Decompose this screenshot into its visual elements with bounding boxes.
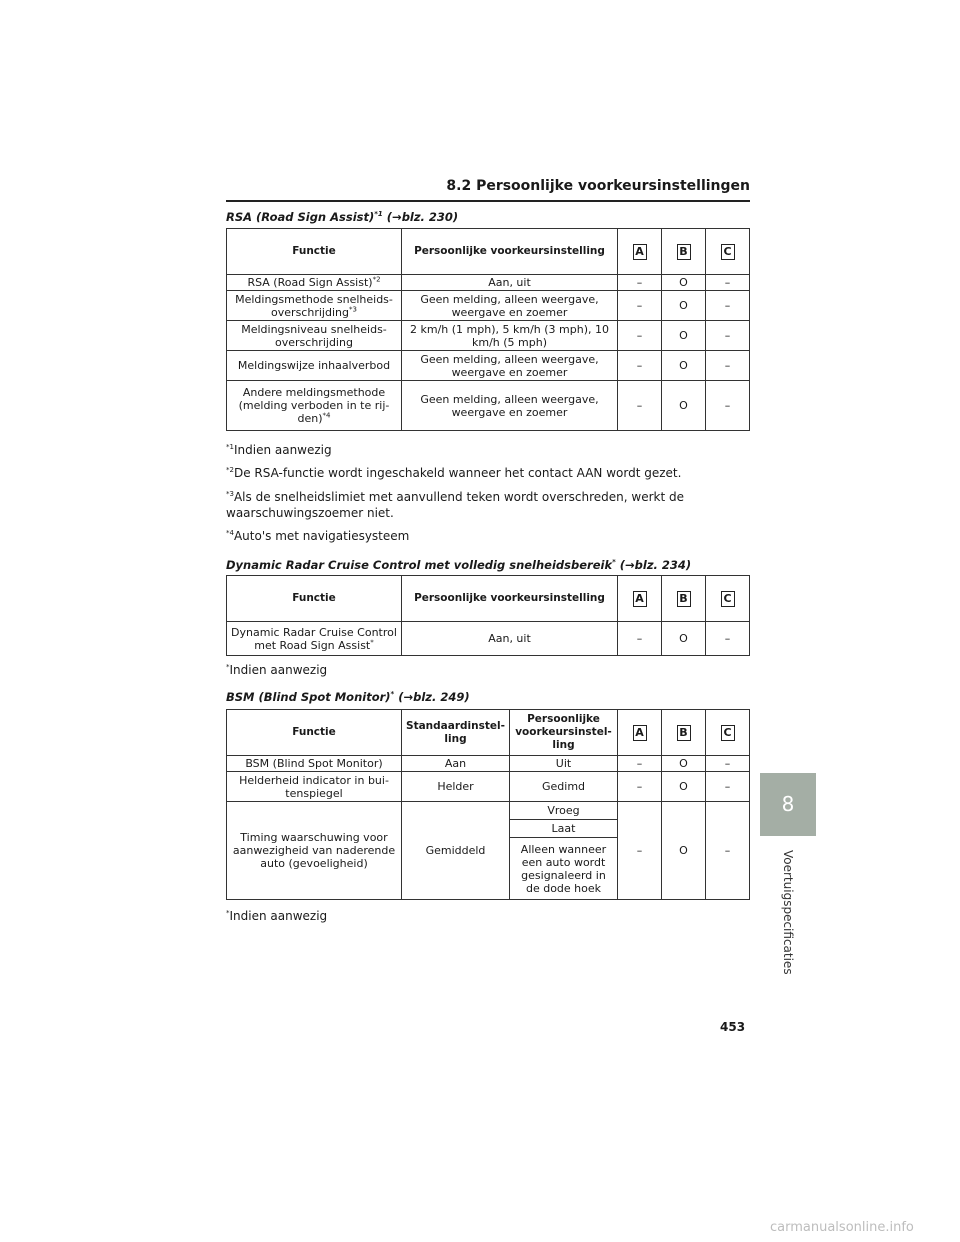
table-header-row: Functie Standaardinstel-ling Persoonlijke voorkeursinstel-ling A B C — [227, 710, 750, 756]
chapter-label: Voertuigspecificaties — [781, 850, 795, 975]
rsa-title: RSA (Road Sign Assist)$^{*1}$ (→blz. 230) — [226, 210, 459, 224]
table-row: RSA (Road Sign Assist)$^{*2}$ Aan, uit – O – — [227, 275, 750, 291]
drcc-table — [226, 575, 750, 656]
footnote: $^{*2}$De RSA-functie wordt ingeschakeld wanneer het contact AAN wordt gezet. — [226, 466, 682, 480]
table-row: Helderheid indicator in bui-tenspiegel Helder Gedimd – O – — [227, 772, 750, 802]
footnote: $^{*1}$Indien aanwezig — [226, 443, 332, 457]
footnote: $^{*3}$Als de snelheidslimiet met aanvullend teken wordt overschreden, werkt de waarschuwingszoemer niet. — [226, 490, 684, 520]
header-c: C — [706, 229, 750, 275]
bsm-title: BSM (Blind Spot Monitor)* (→blz. 249) — [226, 690, 470, 704]
drcc-title: Dynamic Radar Cruise Control met volledig snelheidsbereik* (→blz. 234) — [226, 558, 692, 572]
bsm-table — [226, 709, 750, 900]
header-a: A — [618, 229, 662, 275]
table-row: Andere meldingsmethode (melding verboden in te rij-den)$^{*4}$ Geen melding, alleen weergave, weergave en zoemer – O – — [227, 381, 750, 431]
footnote: *Indien aanwezig — [226, 909, 328, 923]
table-header-row: Functie Persoonlijke voorkeursinstelling A B C — [227, 576, 750, 622]
rsa-table — [226, 228, 750, 431]
table-row: BSM (Blind Spot Monitor) Aan Uit – O – — [227, 756, 750, 772]
table-row: Dynamic Radar Cruise Control met Road Sign Assist* Aan, uit – O – — [227, 622, 750, 656]
header-b: B — [662, 229, 706, 275]
header-functie: Functie — [227, 229, 402, 275]
table-header-row — [227, 229, 750, 275]
footnote: *Indien aanwezig — [226, 663, 328, 677]
table-row: Meldingsniveau snelheids-overschrijding 2 km/h (1 mph), 5 km/h (3 mph), 10 km/h (5 mph) – O – — [227, 321, 750, 351]
chapter-tab: 8 — [760, 773, 816, 836]
footnote: $^{*4}$Auto's met navigatiesysteem — [226, 529, 410, 543]
table-row: Alleen wanneer een auto wordt gesignaleerd in de dode hoek — [227, 838, 750, 900]
table-row: Timing waarschuwing voor aanwezigheid van naderende auto (gevoeligheid) Gemiddeld Vroeg – O – — [227, 802, 750, 820]
table-row: Meldingsmethode snelheids-overschrijding$^{*3}$ Geen melding, alleen weergave, weergave en zoemer – O – — [227, 291, 750, 321]
watermark: carmanualsonline.info — [770, 1220, 914, 1235]
page-number: 453 — [720, 1020, 746, 1034]
page-header — [226, 170, 750, 202]
table-row: Laat — [227, 820, 750, 838]
header-pref: Persoonlijke voorkeursinstelling — [402, 229, 618, 275]
section-title: 8.2 Persoonlijke voorkeursinstellingen — [446, 178, 750, 194]
table-row: Meldingswijze inhaalverbod Geen melding, alleen weergave, weergave en zoemer – O – — [227, 351, 750, 381]
